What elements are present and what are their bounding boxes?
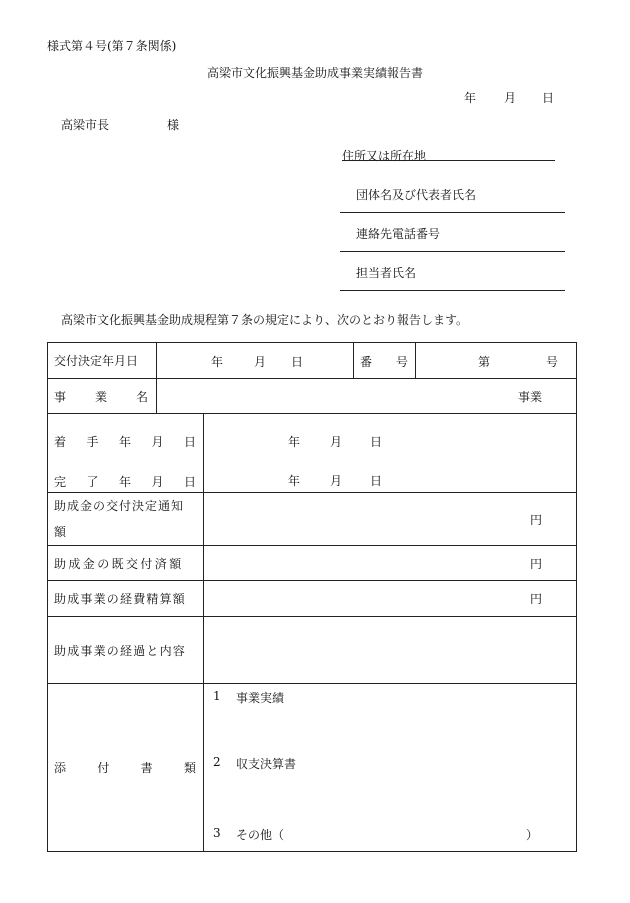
end-label-2: 了: [86, 475, 99, 489]
grant-decision-row: [48, 493, 577, 546]
phone-label: 連絡先電話番号: [356, 227, 441, 241]
phone-underline: [340, 251, 565, 252]
attachment-1-text: 事業実績: [236, 691, 285, 705]
project-suffix: 事業: [517, 389, 542, 404]
attachments-label-4: 類: [183, 761, 196, 775]
addressee: 高梁市長: [61, 118, 110, 132]
attachments-field[interactable]: [204, 684, 577, 852]
org-underline: [340, 212, 565, 213]
attachment-2-number: 2: [213, 755, 221, 769]
project-name-label: [48, 379, 157, 414]
date-year: 年: [464, 91, 477, 105]
attachments-label-2: 付: [97, 761, 110, 775]
form-number: 様式第４号(第７条関係): [47, 39, 177, 53]
start-label-5: 日: [183, 435, 196, 449]
document-title: [0, 64, 630, 81]
number-field[interactable]: [416, 343, 577, 379]
title-text: 高梁市文化振興基金助成事業実績報告書: [206, 66, 423, 80]
attachments-row: [48, 684, 577, 852]
date-day: 日: [542, 91, 555, 105]
contact-underline: [340, 290, 565, 291]
grant-decision-label: [48, 493, 204, 546]
expense-yen: 円: [529, 592, 542, 606]
attachments-label-3: 書: [140, 761, 153, 775]
project-name-field[interactable]: [157, 379, 577, 414]
number-label-2: 号: [396, 354, 409, 369]
project-name-label-1: 事: [54, 389, 67, 404]
grant-decision-label-2: 額: [54, 525, 68, 539]
attachment-3-number: 3: [213, 826, 221, 840]
attachment-3-close: ）: [526, 828, 539, 842]
period-field[interactable]: [204, 414, 577, 493]
decision-month: 月: [254, 354, 267, 369]
decision-date-label: 交付決定年月日: [48, 343, 157, 379]
expense-field[interactable]: [204, 581, 577, 617]
project-name-row: [48, 379, 577, 414]
project-name-label-3: 名: [135, 389, 148, 404]
number-label: [354, 343, 416, 379]
end-label-3: 年: [118, 475, 131, 489]
decision-date-row: [48, 343, 577, 379]
start-label-3: 年: [118, 435, 131, 449]
contact-label: 担当者氏名: [356, 266, 417, 280]
number-label-1: 番: [360, 354, 373, 369]
grant-paid-label: 助成金の既交付済額: [48, 546, 204, 581]
org-label: 団体名及び代表者氏名: [356, 188, 477, 202]
progress-row: [48, 617, 577, 684]
address-underline: [342, 160, 555, 161]
expense-label: 助成事業の経費精算額: [48, 581, 204, 617]
attachment-1-number: 1: [213, 689, 221, 703]
address-label: 住所又は所在地: [342, 149, 427, 163]
end-day: 日: [370, 474, 383, 488]
period-row: [48, 414, 577, 493]
attachment-2-text: 収支決算書: [236, 757, 297, 771]
number-value-suffix: 号: [546, 354, 559, 369]
attachments-label-1: 添: [54, 761, 67, 775]
start-day: 日: [370, 435, 383, 449]
start-label-2: 手: [86, 435, 99, 449]
statement: 高梁市文化振興基金助成規程第７条の規定により、次のとおり報告します。: [61, 313, 469, 327]
date-month: 月: [504, 91, 517, 105]
attachments-label: [48, 684, 204, 852]
honorific: 様: [167, 118, 180, 132]
grant-decision-yen: 円: [529, 512, 542, 527]
project-name-label-2: 業: [94, 389, 107, 404]
end-label-5: 日: [183, 475, 196, 489]
progress-field[interactable]: [204, 617, 577, 684]
attachment-3-text: その他（: [236, 828, 285, 842]
grant-paid-yen: 円: [529, 556, 542, 571]
grant-decision-label-1: 助成金の交付決定通知: [54, 499, 185, 513]
start-label-4: 月: [151, 435, 164, 449]
period-label: [48, 414, 204, 493]
progress-label: 助成事業の経過と内容: [48, 617, 204, 684]
end-month: 月: [330, 474, 343, 488]
end-label-4: 月: [151, 475, 164, 489]
end-year: 年: [288, 474, 301, 488]
decision-date-field[interactable]: [157, 343, 354, 379]
report-table: [47, 342, 577, 852]
grant-paid-field[interactable]: [204, 546, 577, 581]
end-label-1: 完: [54, 475, 67, 489]
decision-day: 日: [291, 354, 304, 369]
number-value-prefix: 第: [478, 354, 491, 369]
start-year: 年: [288, 435, 301, 449]
expense-row: [48, 581, 577, 617]
start-label-1: 着: [54, 435, 67, 449]
decision-year: 年: [211, 354, 224, 369]
grant-decision-field[interactable]: [204, 493, 577, 546]
start-month: 月: [330, 435, 343, 449]
grant-paid-row: [48, 546, 577, 581]
